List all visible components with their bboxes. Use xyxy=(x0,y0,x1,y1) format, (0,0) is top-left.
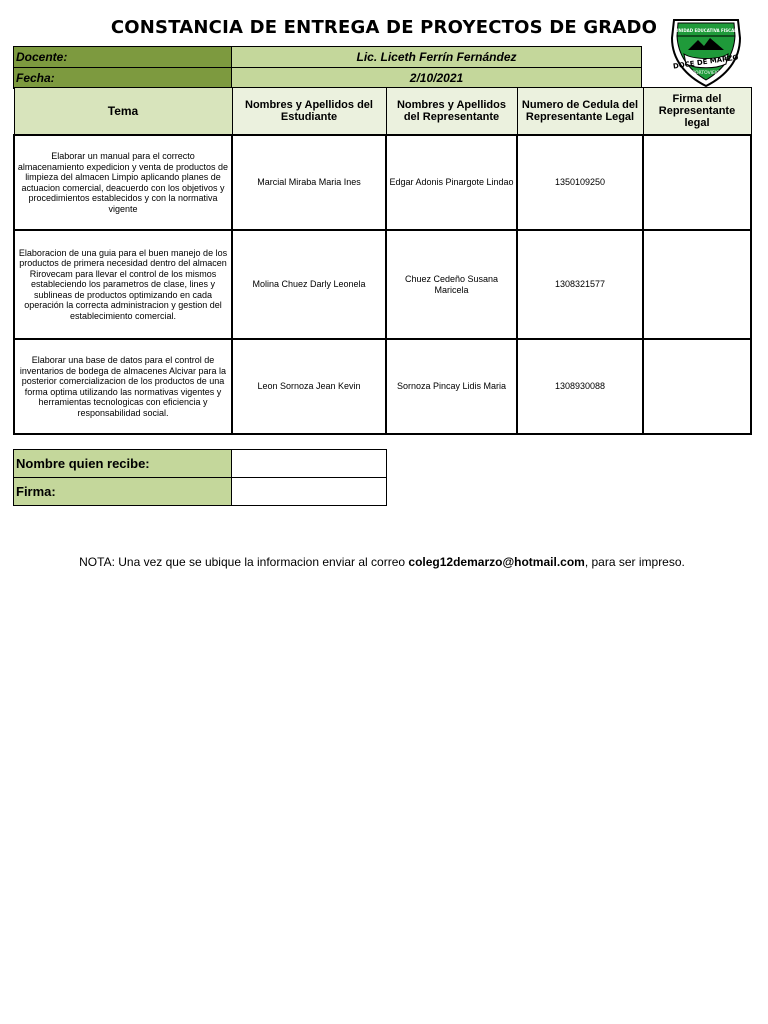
tema-cell: Elaborar un manual para el correcto almacenamiento expedicion y venta de productos de limpieza del almacen Limpio aplicando planes de actuacion comercial, deacuerdo con los objetivos y procedimientos establecidos y con la normativa vigente xyxy=(14,135,232,230)
firma-label: Firma: xyxy=(14,478,232,506)
docente-value: Lic. Liceth Ferrín Fernández xyxy=(232,47,642,68)
representante-cell: Sornoza Pincay Lidis Maria xyxy=(386,339,517,434)
firma-cell[interactable] xyxy=(643,230,751,339)
school-shield-logo xyxy=(668,16,744,88)
estudiante-cell: Marcial Miraba Maria Ines xyxy=(232,135,386,230)
firma-cell[interactable] xyxy=(643,339,751,434)
table-row xyxy=(14,135,751,230)
fecha-value: 2/10/2021 xyxy=(232,68,642,89)
column-header-estudiante: Nombres y Apellidos del Estudiante xyxy=(232,88,386,136)
representante-cell: Chuez Cedeño Susana Maricela xyxy=(386,230,517,339)
svg-text:DOCE DE MARZO: DOCE DE MARZO xyxy=(672,53,739,71)
note-prefix: NOTA: Una vez que se ubique la informacion enviar al correo xyxy=(79,555,409,569)
table-row xyxy=(14,230,751,339)
docente-label: Docente: xyxy=(14,47,232,68)
document-title: CONSTANCIA DE ENTREGA DE PROYECTOS DE GRADO xyxy=(110,17,658,38)
table-row xyxy=(14,339,751,434)
table-header-row xyxy=(14,88,751,136)
svg-text:UNIDAD EDUCATIVA FISCAL: UNIDAD EDUCATIVA FISCAL xyxy=(675,28,737,33)
tema-cell: Elaborar una base de datos para el control de inventarios de bodega de almacenes Alcivar para la posterior comercializacion de los productos de una forma optima utilizando las normativas vigentes y herramientas tecnologicas con eficiencia y responsabilidad social. xyxy=(14,339,232,434)
note-email: coleg12demarzo@hotmail.com xyxy=(408,555,585,569)
column-header-cedula: Numero de Cedula del Representante Legal xyxy=(517,88,643,136)
column-header-firma: Firma del Representante legal xyxy=(643,88,751,136)
fecha-label: Fecha: xyxy=(14,68,232,89)
note-text xyxy=(0,555,764,569)
projects-table xyxy=(13,87,752,435)
tema-cell: Elaboracion de una guia para el buen manejo de los productos de primera necesidad dentro del almacen Rirovecam para llevar el control de los mismos estableciendo los parametros de clase, lines y sublineas de productos optimizando en cada operación la correcta administracion y gestion del establecimiento comercial. xyxy=(14,230,232,339)
nombre-recibe-field[interactable] xyxy=(232,450,387,478)
estudiante-cell: Leon Sornoza Jean Kevin xyxy=(232,339,386,434)
header-table xyxy=(13,46,642,89)
receive-table xyxy=(13,449,387,506)
firma-cell[interactable] xyxy=(643,135,751,230)
estudiante-cell: Molina Chuez Darly Leonela xyxy=(232,230,386,339)
nombre-recibe-label: Nombre quien recibe: xyxy=(14,450,232,478)
note-suffix: , para ser impreso. xyxy=(584,555,685,569)
cedula-cell: 1308930088 xyxy=(517,339,643,434)
column-header-representante: Nombres y Apellidos del Representante xyxy=(386,88,517,136)
representante-cell: Edgar Adonis Pinargote Lindao xyxy=(386,135,517,230)
cedula-cell: 1350109250 xyxy=(517,135,643,230)
firma-field[interactable] xyxy=(232,478,387,506)
svg-text:PORTOVIEJO: PORTOVIEJO xyxy=(692,71,720,76)
column-header-tema: Tema xyxy=(14,88,232,136)
cedula-cell: 1308321577 xyxy=(517,230,643,339)
